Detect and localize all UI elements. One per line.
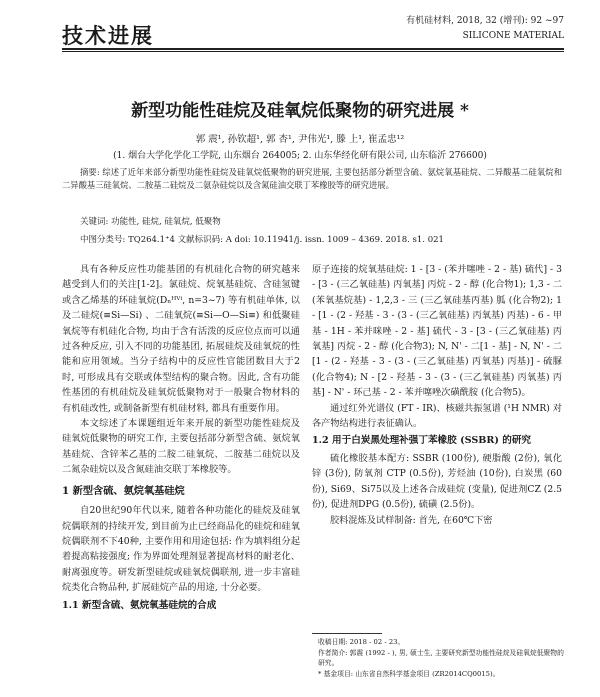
section-heading-1: 1 新型含硫、氨烷氧基硅烷: [62, 484, 185, 497]
section-1-paragraph: 自20世纪90年代以来, 随着各种功能化的硅烷及硅氧烷偶联剂的持续开发, 到目前为止已经商品化的硅烷和硅氧烷偶联剂不下40种, 主要作用和用途包括: 作为填料组分起着提高粘接强度; 作为界面处理剂显著提高材料的耐老化、耐离强度等。研发新型硅烷或硅氧烷偶联剂, 进一步丰富硅烷类化合物品种, 扩展硅烷产品的用途, 十分必要。: [62, 505, 300, 594]
keywords: 关键词: 功能性, 硅烷, 硅氧烷, 低聚物: [80, 217, 221, 227]
intro-paragraph-2: 本文综述了本课题组近年来开展的新型功能性硅烷及硅氧烷低聚物的研究工作, 主要包括部分新型含硫、氨烷氧基硅烷、含锌苯乙基的二胺二硅氧烷、二胺基二硅烷以及二氮杂硅烷以及含氮硅油交联丁苯橡胶等。: [62, 418, 300, 476]
paper-title: 新型功能性硅烷及硅氧烷低聚物的研究进展 *: [131, 101, 469, 121]
section-label: 技术进展: [62, 23, 154, 48]
journal-english-name: SILICONE MATERIAL: [462, 31, 564, 41]
author-list: 郭 震¹, 孙钦超¹, 郭 杏¹, 尹伟光¹, 滕 上¹, 崔孟忠¹²: [195, 134, 405, 145]
intro-paragraph: 具有各种反应性功能基团的有机硅化合物的研究越来越受到人们的关注[1-2]。氯硅烷、烷氧基硅烷、含硅氢键或含乙烯基的环硅氧烷(Dₙᴴⱽⁱ, n=3~7) 等有机硅单体, 以及二硅烷(≡Si—Si) 、二硅氧烷(≡Si—O—Si≡) 和低聚硅氧烷等有机硅化合物, 均由于含有活泼的反应位点而可以通过各种反应, 引入不同的功能基团, 拓展硅烷及硅氧烷的性能和应用领域。当分子结构中的反应性官能团数目大于2时, 可形成具有交联或体型结构的聚合物。因此, 含有功能性基团的有机硅烷及硅氧烷低聚物对于一般聚合物材料的有机硅改性, 或制备新型有机硅材料, 都具有重要作用。: [62, 264, 300, 414]
abstract: 摘要: 综述了近年来部分新型功能性硅烷及硅氧烷低聚物的研究进展, 主要包括部分新型含硫、氨烷氧基硅烷、二异酸基二硅氧烷和二异酸基三硅氧烷、二胺基二硅烷及二氨杂硅烷以及含氮硅油交联丁苯橡胶等的研究进展。: [62, 167, 562, 190]
journal-info: [406, 14, 564, 44]
header-rule-thin: [62, 51, 564, 52]
affiliation: (1. 烟台大学化学化工学院, 山东烟台 264005; 2. 山东华经化研有限公司, 山东临沂 276600): [113, 151, 487, 161]
compound-list-paragraph: 原子连接的烷氧基硅烷: 1 - [3 - (苯并噻唑 - 2 - 基) 硫代] - 3 - [3 - (三乙氧硅基) 丙氧基] 丙烷 - 2 - 醇 (化合物1); 1,3 - 二 (苯氧基烷基) - 1,2,3 - 三 (三乙氧硅基丙基) 胍 (化合物2); 1 - [1 - (2 - 羟基 - 3 - (3 - (三乙氧硅基) 丙氧基) 丙基) - 6 - 甲基 - 1H - 苯并咪唑 - 2 - 基] 硫代 - 3 - [3 - (三乙氧硅基) 丙氧基] 丙烷 - 2 - 醇 (化合物3); N, N' - 二[1 - 基] - N, N' - 二[1 - (2 - 羟基 - 3 - (3 - (三乙氧硅基) 丙氧基) 丙基)] - 硫脲 (化合物4); N - [2 - 羟基 - 3 - (3 - (三乙氧硅基) 丙氧基) 丙基] - N' - 环己基 - 2 - 苯并噻唑次磺酰胺 (化合物5)。: [312, 264, 562, 399]
header-rule: [62, 48, 564, 50]
fund-note: * 基金项目: 山东省自然科学基金项目 (ZR2014CQ0015)。: [318, 669, 500, 678]
classification-line: 中图分类号: TQ264.1⁺4 文献标识码: A doi: 10.11941/j. issn. 1009 – 4369. 2018. s1. 021: [80, 235, 444, 245]
left-column: [62, 262, 300, 615]
footnote: [318, 637, 564, 679]
subsection-heading-1-2: 1.2 用于白炭黑处理补强丁苯橡胶 (SSBR) 的研究: [312, 435, 532, 447]
characterization-paragraph: 通过红外光谱仪 (FT - IR)、核磁共振氢谱 (¹H NMR) 对各产物结构进行表征确认。: [312, 402, 562, 430]
footnote-rule: [312, 633, 382, 634]
subsection-heading-1-1: 1.1 新型含硫、氨烷氧基硅烷的合成: [62, 599, 217, 611]
formula-paragraph: 硫化橡胶基本配方: SSBR (100份), 硬脂酸 (2份), 氧化锌 (3份), 防氧剂 CTP (0.5份), 芳烃油 (10份), 白炭黑 (60份), Si69、Si75以及上述各合成硅烷 (变量), 促进剂CZ (2.5份), 促进剂DPG (0.5份), 硫磺 (2.5份)。: [312, 452, 562, 511]
right-column: [312, 262, 562, 528]
author-bio: 作者简介: 郭震 (1992 - ), 男, 硕士生, 主要研究新型功能性硅烷及硅氧烷低聚物的研究。: [318, 648, 564, 667]
received-date: 收稿日期: 2018 - 02 - 23。: [318, 638, 405, 646]
mixing-paragraph: 胶料混炼及试样制备: 首先, 在60℃下密: [330, 514, 493, 526]
journal-citation: 有机硅材料, 2018, 32 (增刊): 92 ~97: [406, 16, 564, 26]
